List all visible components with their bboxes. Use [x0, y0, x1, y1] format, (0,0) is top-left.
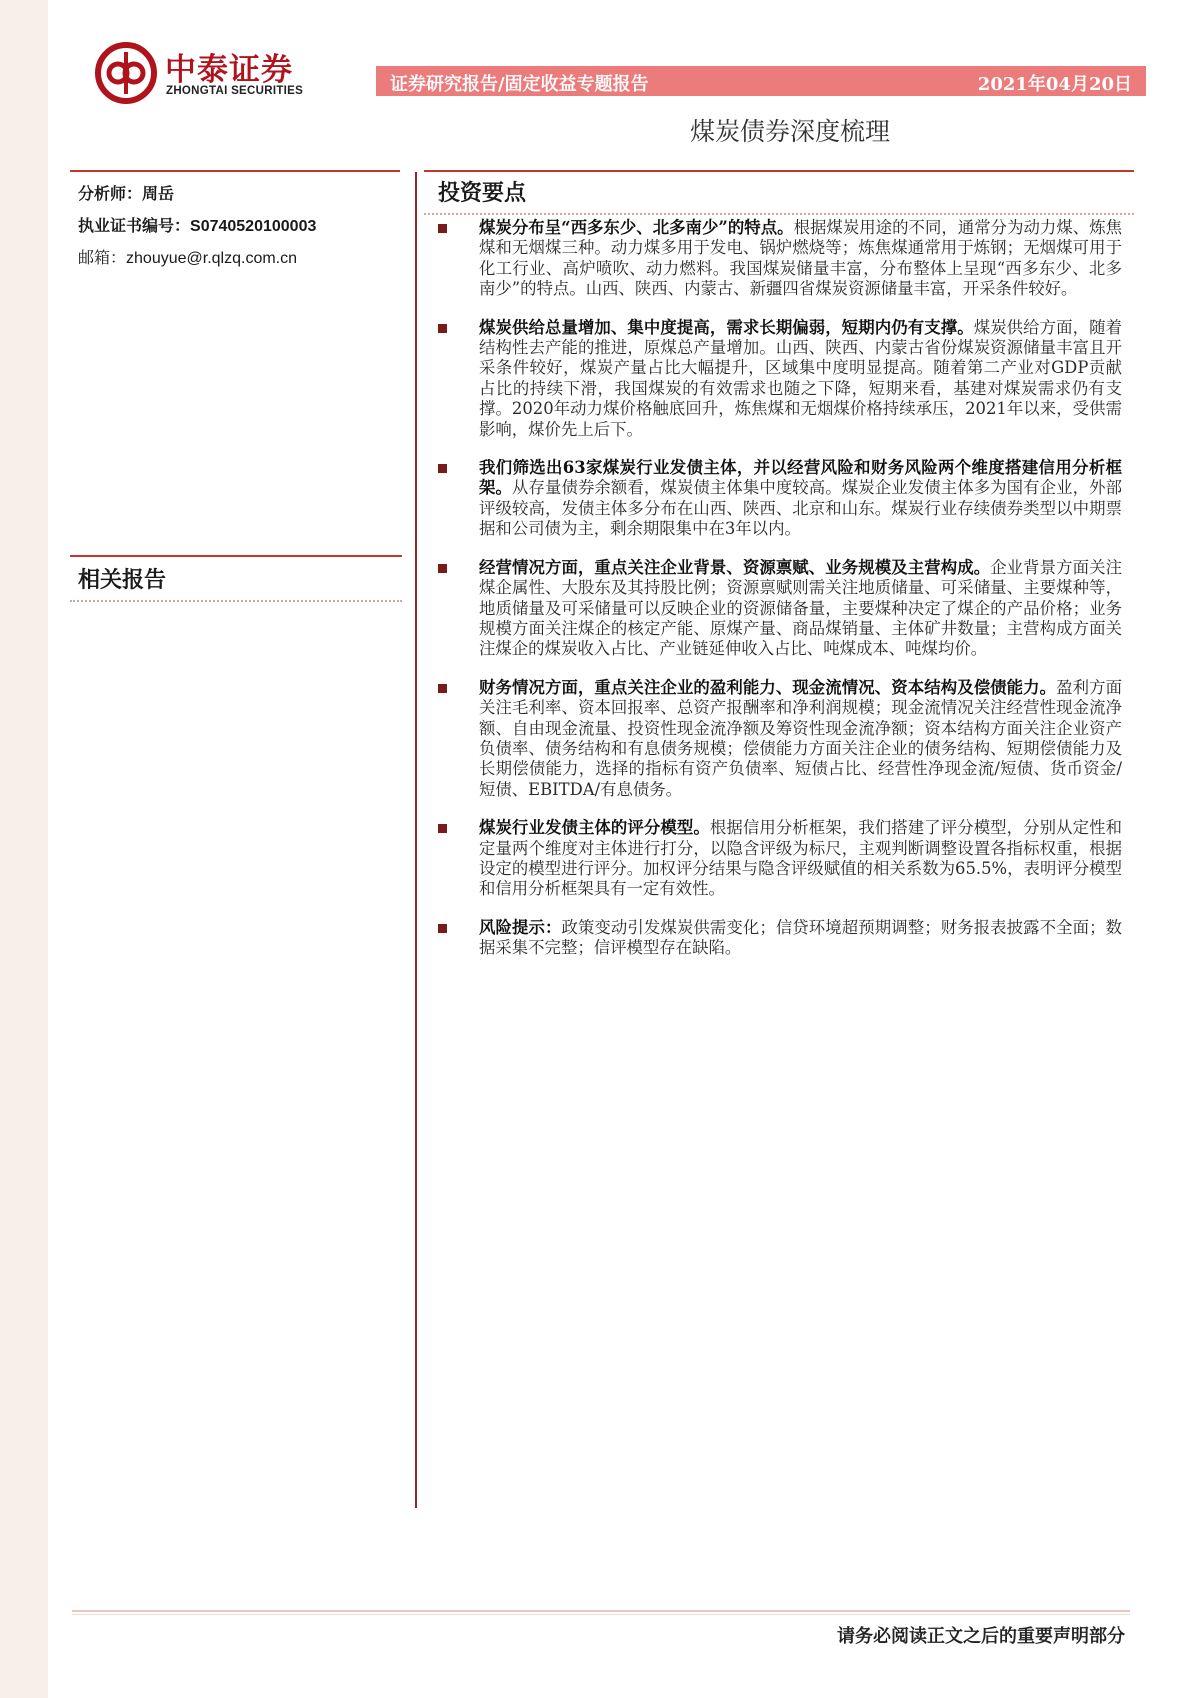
left-column-top-rule: [70, 170, 400, 172]
summary-title: 投资要点: [438, 180, 527, 206]
list-item: [436, 318, 1122, 440]
bullet-lead: 风险提示：: [479, 917, 562, 937]
bullet-text: [479, 458, 1122, 540]
report-banner: [376, 66, 1146, 96]
bullet-lead: 煤炭供给总量增加、集中度提高，需求长期偏弱，短期内仍有支撑。: [479, 317, 974, 337]
bullet-body: 根据煤炭用途的不同，通常分为动力煤、炼焦煤和无烟煤三种。动力煤多用于发电、锅炉燃烧等；炼焦煤通常用于炼钢；无烟煤可用于化工行业、高炉喷吹、动力燃料。我国煤炭储量丰富，分布整体上呈现“西多东少、北多南少”的特点。山西、陕西、内蒙古、新疆四省煤炭资源储量丰富，开采条件较好。: [479, 218, 1123, 299]
bullet-square-icon: [438, 924, 447, 933]
bullet-square-icon: [438, 464, 447, 473]
zhongtai-logo-icon: [95, 42, 157, 104]
license-label: 执业证书编号：: [78, 216, 191, 235]
report-type: 证券研究报告/固定收益专题报告: [390, 74, 649, 95]
bullet-square-icon: [438, 684, 447, 693]
bullet-text: [479, 678, 1122, 800]
document-title: 煤炭债券深度梳理: [690, 117, 891, 146]
bullet-square-icon: [438, 564, 447, 573]
column-divider: [415, 172, 417, 1508]
bullet-body: 煤炭供给方面，随着结构性去产能的推进，原煤总产量增加。山西、陕西、内蒙古省份煤炭资源储量丰富且开采条件较好，煤炭产量占比大幅提升，区域集中度明显提高。随着第二产业对GDP贡献占比的持续下滑，我国煤炭的有效需求也随之下降，短期来看，基建对煤炭需求仍有支撑。2020年动力煤价格触底回升，炼焦煤和无烟煤价格持续承压，2021年以来，受供需影响，煤价先上后下。: [479, 317, 1123, 439]
company-logo: [95, 42, 335, 104]
analyst-name-label: 分析师：: [78, 184, 143, 203]
bullet-text: [479, 558, 1122, 660]
related-reports-title: 相关报告: [78, 567, 167, 593]
list-item: [436, 218, 1122, 300]
email-row: [78, 242, 398, 274]
logo-name-cn: 中泰证券: [165, 52, 293, 88]
summary-header: [424, 172, 1134, 215]
related-dotted-rule: [70, 600, 402, 602]
bullet-body: 从存量债券余额看，煤炭债主体集中度较高。煤炭企业发债主体多为国有企业，外部评级较高，发债主体多分布在山西、陕西、北京和山东。煤炭行业存续债券类型以中期票据和公司债为主，剩余期限集中在3年以内。: [479, 478, 1123, 539]
license-number: S0740520100003: [190, 218, 317, 235]
summary-dotted-rule: [424, 213, 1134, 215]
logo-name-en: ZHONGTAI SECURITIES: [166, 85, 304, 97]
license-row: [78, 210, 398, 242]
list-item: [436, 458, 1122, 540]
analyst-name-row: [78, 178, 398, 210]
bullet-text: [479, 918, 1122, 959]
bullet-lead: 煤炭行业发债主体的评分模型。: [479, 818, 710, 838]
analyst-info: [78, 178, 398, 274]
bullet-square-icon: [438, 824, 447, 833]
report-date: 2021年04月20日: [977, 74, 1132, 95]
email-label: 邮箱：: [78, 248, 127, 267]
analyst-name: 周岳: [142, 184, 175, 203]
list-item: [436, 558, 1122, 660]
left-margin-strip: [0, 0, 48, 1698]
list-item: [436, 678, 1122, 800]
list-item: [436, 918, 1122, 959]
bullet-body: 根据信用分析框架，我们搭建了评分模型，分别从定性和定量两个维度对主体进行打分，以隐含评级为标尺，主观判断调整设置各指标权重，根据设定的模型进行评分。加权评分结果与隐含评级赋值的相关系数为65.5%，表明评分模型和信用分析框架具有一定有效性。: [479, 818, 1123, 899]
bullet-lead: 财务情况方面，重点关注企业的盈利能力、现金流情况、资本结构及偿债能力。: [479, 677, 1057, 697]
email-link[interactable]: zhouyue@r.qlzq.com.cn: [126, 250, 298, 267]
bullet-body: 盈利方面关注毛利率、资本回报率、总资产报酬率和净利润规模；现金流情况关注经营性现金流净额、自由现金流量、投资性现金流净额及筹资性现金流净额；资本结构方面关注企业资产负债率、债务结构和有息债务规模；偿债能力方面关注企业的债务结构、短期偿债能力及长期偿债能力，选择的指标有资产负债率、短债占比、经营性净现金流/短债、货币资金/短债、EBITDA/有息债务。: [479, 677, 1123, 799]
bullet-text: [479, 318, 1122, 440]
footer-rule-thin: [72, 1614, 1130, 1615]
bullet-lead: 经营情况方面，重点关注企业背景、资源禀赋、业务规模及主营构成。: [479, 557, 991, 577]
footer-disclaimer: 请务必阅读正文之后的重要声明部分: [837, 1626, 1125, 1647]
bullet-body: 企业背景方面关注煤企属性、大股东及其持股比例；资源禀赋则需关注地质储量、可采储量、主要煤种等，地质储量及可采储量可以反映企业的资源储备量，主要煤种决定了煤企的产品价格；业务规模方面关注煤企的核定产能、原煤产量、商品煤销量、主体矿井数量；主营构成方面关注煤企的煤炭收入占比、产业链延伸收入占比、吨煤成本、吨煤均价。: [479, 557, 1123, 659]
bullet-square-icon: [438, 324, 447, 333]
related-reports-section: [70, 555, 402, 602]
footer-rule: [72, 1610, 1130, 1612]
bullet-lead: 煤炭分布呈“西多东少、北多南少”的特点。: [479, 218, 794, 237]
bullet-text: [479, 818, 1122, 900]
bullet-square-icon: [438, 224, 447, 233]
bullet-body: 政策变动引发煤炭供需变化；信贷环境超预期调整；财务报表披露不全面；数据采集不完整；信评模型存在缺陷。: [479, 917, 1123, 958]
summary-bullets: [436, 218, 1122, 977]
bullet-text: [479, 218, 1122, 300]
bullet-lead: 我们筛选出63家煤炭行业发债主体，并以经营风险和财务风险两个维度搭建信用分析框架。: [479, 458, 1122, 498]
list-item: [436, 818, 1122, 900]
